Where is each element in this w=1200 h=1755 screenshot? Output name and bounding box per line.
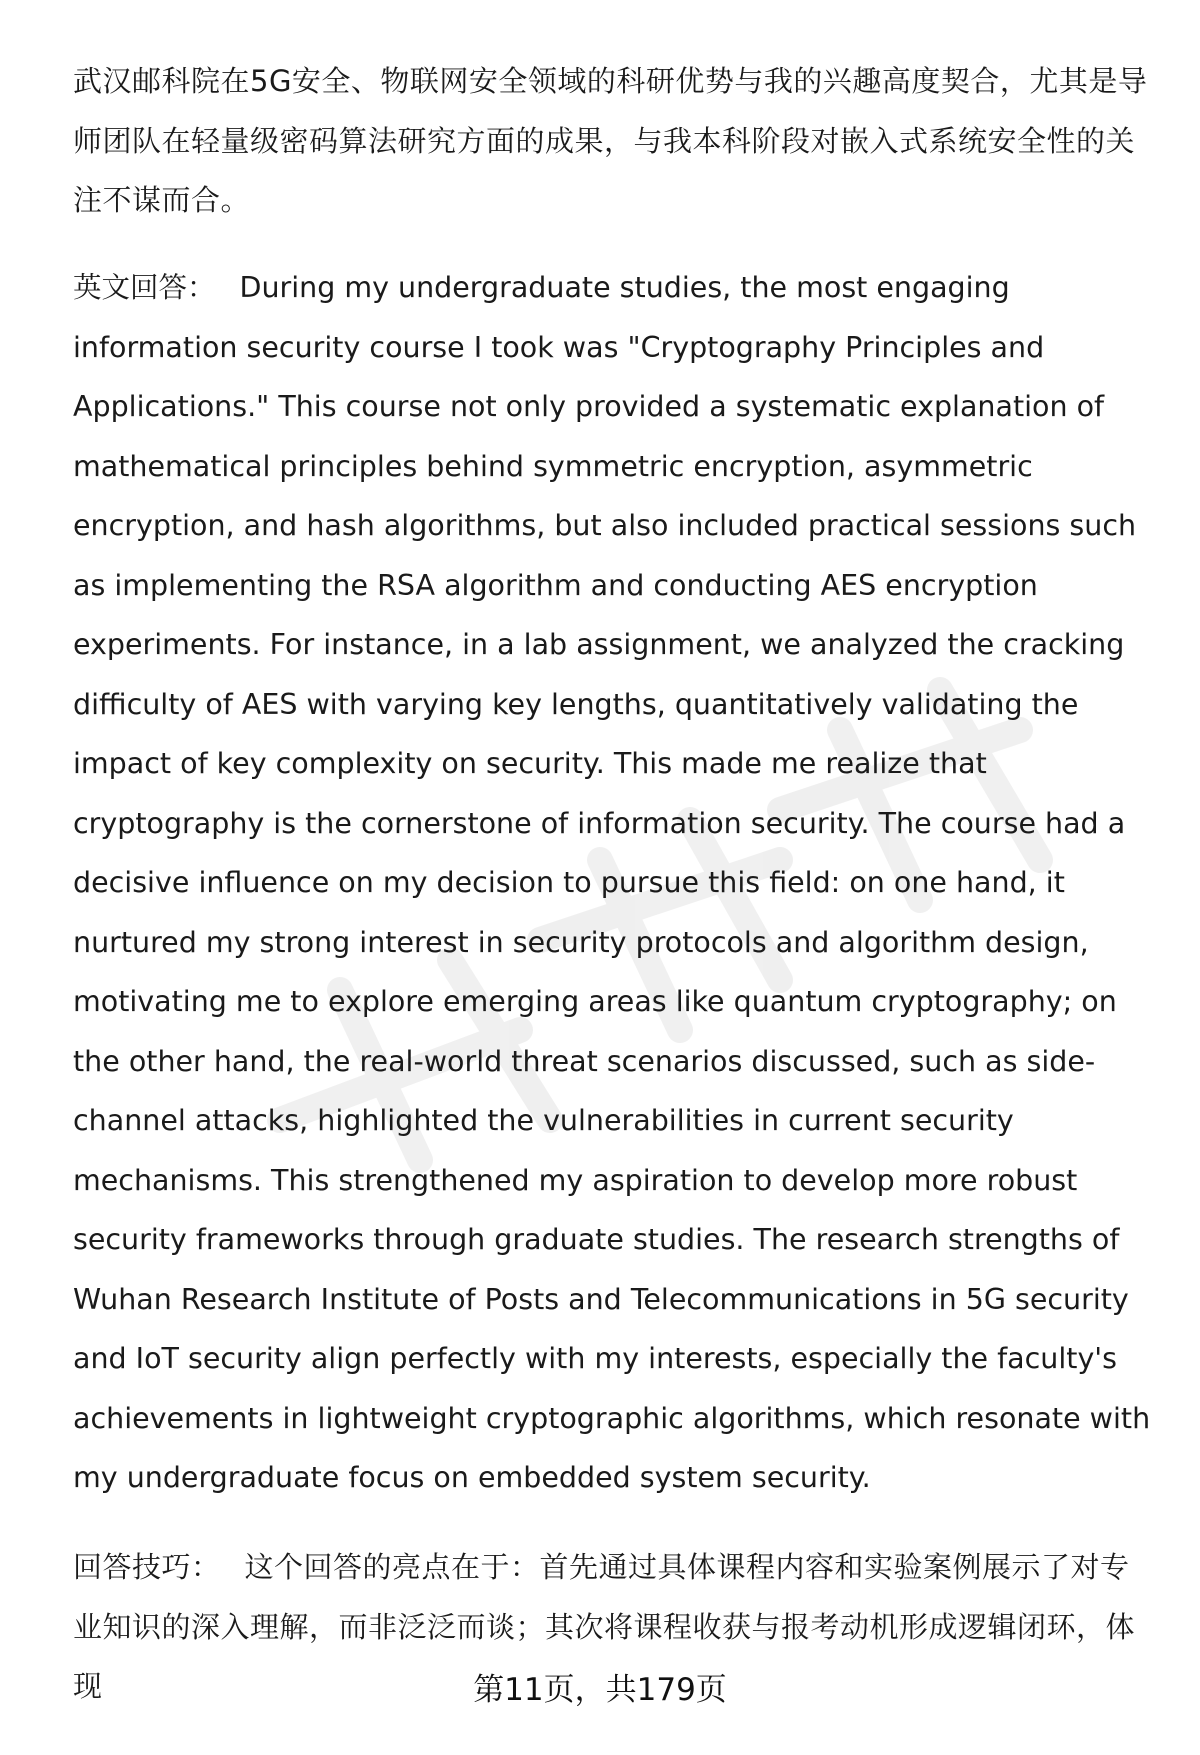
answer-tips-text: 这个回答的亮点在于：首先通过具体课程内容和实验案例展示了对专业知识的深入理解，而非泛泛而谈；其次将课程收获与报考动机形成逻辑闭环，体现 bbox=[73, 1550, 1136, 1703]
answer-tips-label: 回答技巧： bbox=[73, 1550, 221, 1584]
page-number: 第11页，共179页 bbox=[473, 1672, 727, 1708]
english-answer-text: During my undergraduate studies, the most engaging information security course I took was "Cryptography Principles and Applications." This course not only provided a systematic explanation of mathematical principles behind symmetric encryption, asymmetric encryption, and hash algorithms, but also included practical sessions such as implementing the RSA algorithm and conducting AES encryption experiments. For instance, in a lab assignment, we analyzed the cracking difficulty of AES with varying key lengths, quantitatively validating the impact of key complexity on security. This made me realize that cryptography is the cornerstone of information security. The course had a decisive influence on my decision to pursue this field: on one hand, it nurtured my strong interest in security protocols and algorithm design, motivating me to explore emerging areas like quantum cryptography; on the other hand, the real-world threat scenarios discussed, such as side-channel attacks, highlighted the vulnerabilities in current security mechanisms. This strengthened my aspiration to develop more robust security frameworks through graduate studies. The research strengths of Wuhan Research Institute of Posts and Telecommunications in 5G security and IoT security align perfectly with my interests, especially the faculty's achievements in lightweight cryptographic algorithms, which resonate with my undergraduate focus on embedded system security. bbox=[73, 271, 1151, 1494]
chinese-paragraph: 武汉邮科院在5G安全、物联网安全领域的科研优势与我的兴趣高度契合，尤其是导师团队在轻量级密码算法研究方面的成果，与我本科阶段对嵌入式系统安全性的关注不谋而合。 bbox=[73, 64, 1148, 217]
english-answer-paragraph bbox=[73, 258, 1158, 1508]
english-answer-label: 英文回答： bbox=[73, 271, 216, 304]
